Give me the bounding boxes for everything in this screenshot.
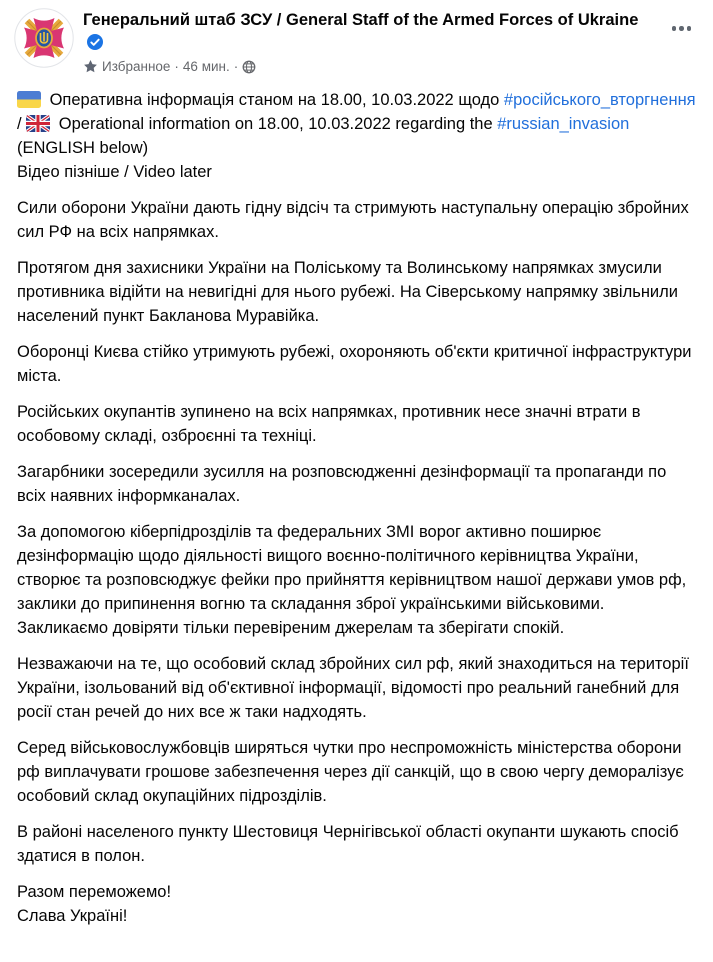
more-options-dot (687, 26, 692, 31)
post-paragraph: Оборонці Києва стійко утримують рубежі, охороняють об'єкти критичної інфраструктури міста. (17, 343, 692, 385)
uk-flag-icon (26, 115, 50, 132)
post-paragraph: Російських окупантів зупинено на всіх напрямках, противник несе значні втрати в особовому складі, озброєнні та техніці. (17, 403, 641, 445)
more-options-dot (679, 26, 684, 31)
header-info (83, 8, 645, 74)
post-paragraph: Разом переможемо! Слава Україні! (17, 883, 172, 925)
hashtag-link[interactable]: #російського_вторгнення (503, 91, 696, 109)
hashtag-link[interactable]: #russian_invasion (497, 115, 630, 133)
favorites-star-icon (83, 59, 98, 74)
post-paragraph: За допомогою кіберпідрозділів та федеральних ЗМІ ворог активно поширює дезінформацію щодо діяльності вищого воєнно-політичного керівництва України, створює та розповсюджує фейки про прийняття керівництвом нашої держави умов рф, заклики до припинення вогню та складання зброї українськими військовими. Закликаємо довіряти тільки перевіреним джерелам та зберігати спокій. (17, 523, 687, 637)
page-name-link[interactable]: Генеральний штаб ЗСУ / General Staff of the Armed Forces of Ukraine (83, 11, 639, 29)
post-paragraph: Загарбники зосередили зусилля на розповсюдженні дезінформації та пропаганди по всіх наявних інформканалах. (17, 463, 667, 505)
ukraine-flag-icon (17, 91, 41, 108)
post-meta (83, 59, 645, 74)
post-paragraph: Серед військовослужбовців ширяться чутки про неспроможність міністерства оборони рф виплачувати грошове забезпечення через дії санкцій, що в свою чергу деморалізує особовий склад окупаційних підрозділів. (17, 739, 684, 805)
post-header (0, 0, 713, 74)
post-paragraph: В районі населеного пункту Шестовиця Чернігівської області окупанти шукають спосіб здатися в полон. (17, 823, 679, 865)
post-text (0, 74, 713, 928)
public-globe-icon (242, 60, 256, 74)
more-options-dot (672, 26, 677, 31)
meta-separator: · (174, 59, 179, 74)
verified-badge-icon (87, 34, 103, 50)
post-paragraph: Оперативна інформація станом на 18.00, 10.03.2022 щодо #російського_вторгнення / Operational information on 18.00, 10.03.2022 regarding the #russian_invasion (ENGLISH below) Відео пізніше / Video later (17, 91, 696, 181)
more-options-button[interactable] (666, 16, 698, 41)
post-timestamp[interactable]: 46 мин. (182, 59, 230, 74)
post-paragraph: Протягом дня захисники України на Поліському та Волинському напрямках змусили противника відійти на невигідні для нього рубежі. На Сіверському напрямку звільнили населений пункт Бакланова Муравійка. (17, 259, 678, 325)
post-paragraph: Незважаючи на те, що особовий склад збройних сил рф, який знаходиться на території України, ізольований від об'єктивної інформації, відомості про реальний ганебний для росії стан речей до них все ж таки надходять. (17, 655, 689, 721)
post-paragraph: Сили оборони України дають гідну відсіч та стримують наступальну операцію збройних сил РФ на всіх напрямках. (17, 199, 689, 241)
favorites-label: Избранное (102, 59, 171, 74)
meta-separator: · (233, 59, 239, 74)
page-avatar[interactable] (14, 8, 74, 68)
general-staff-emblem-icon (14, 8, 74, 68)
